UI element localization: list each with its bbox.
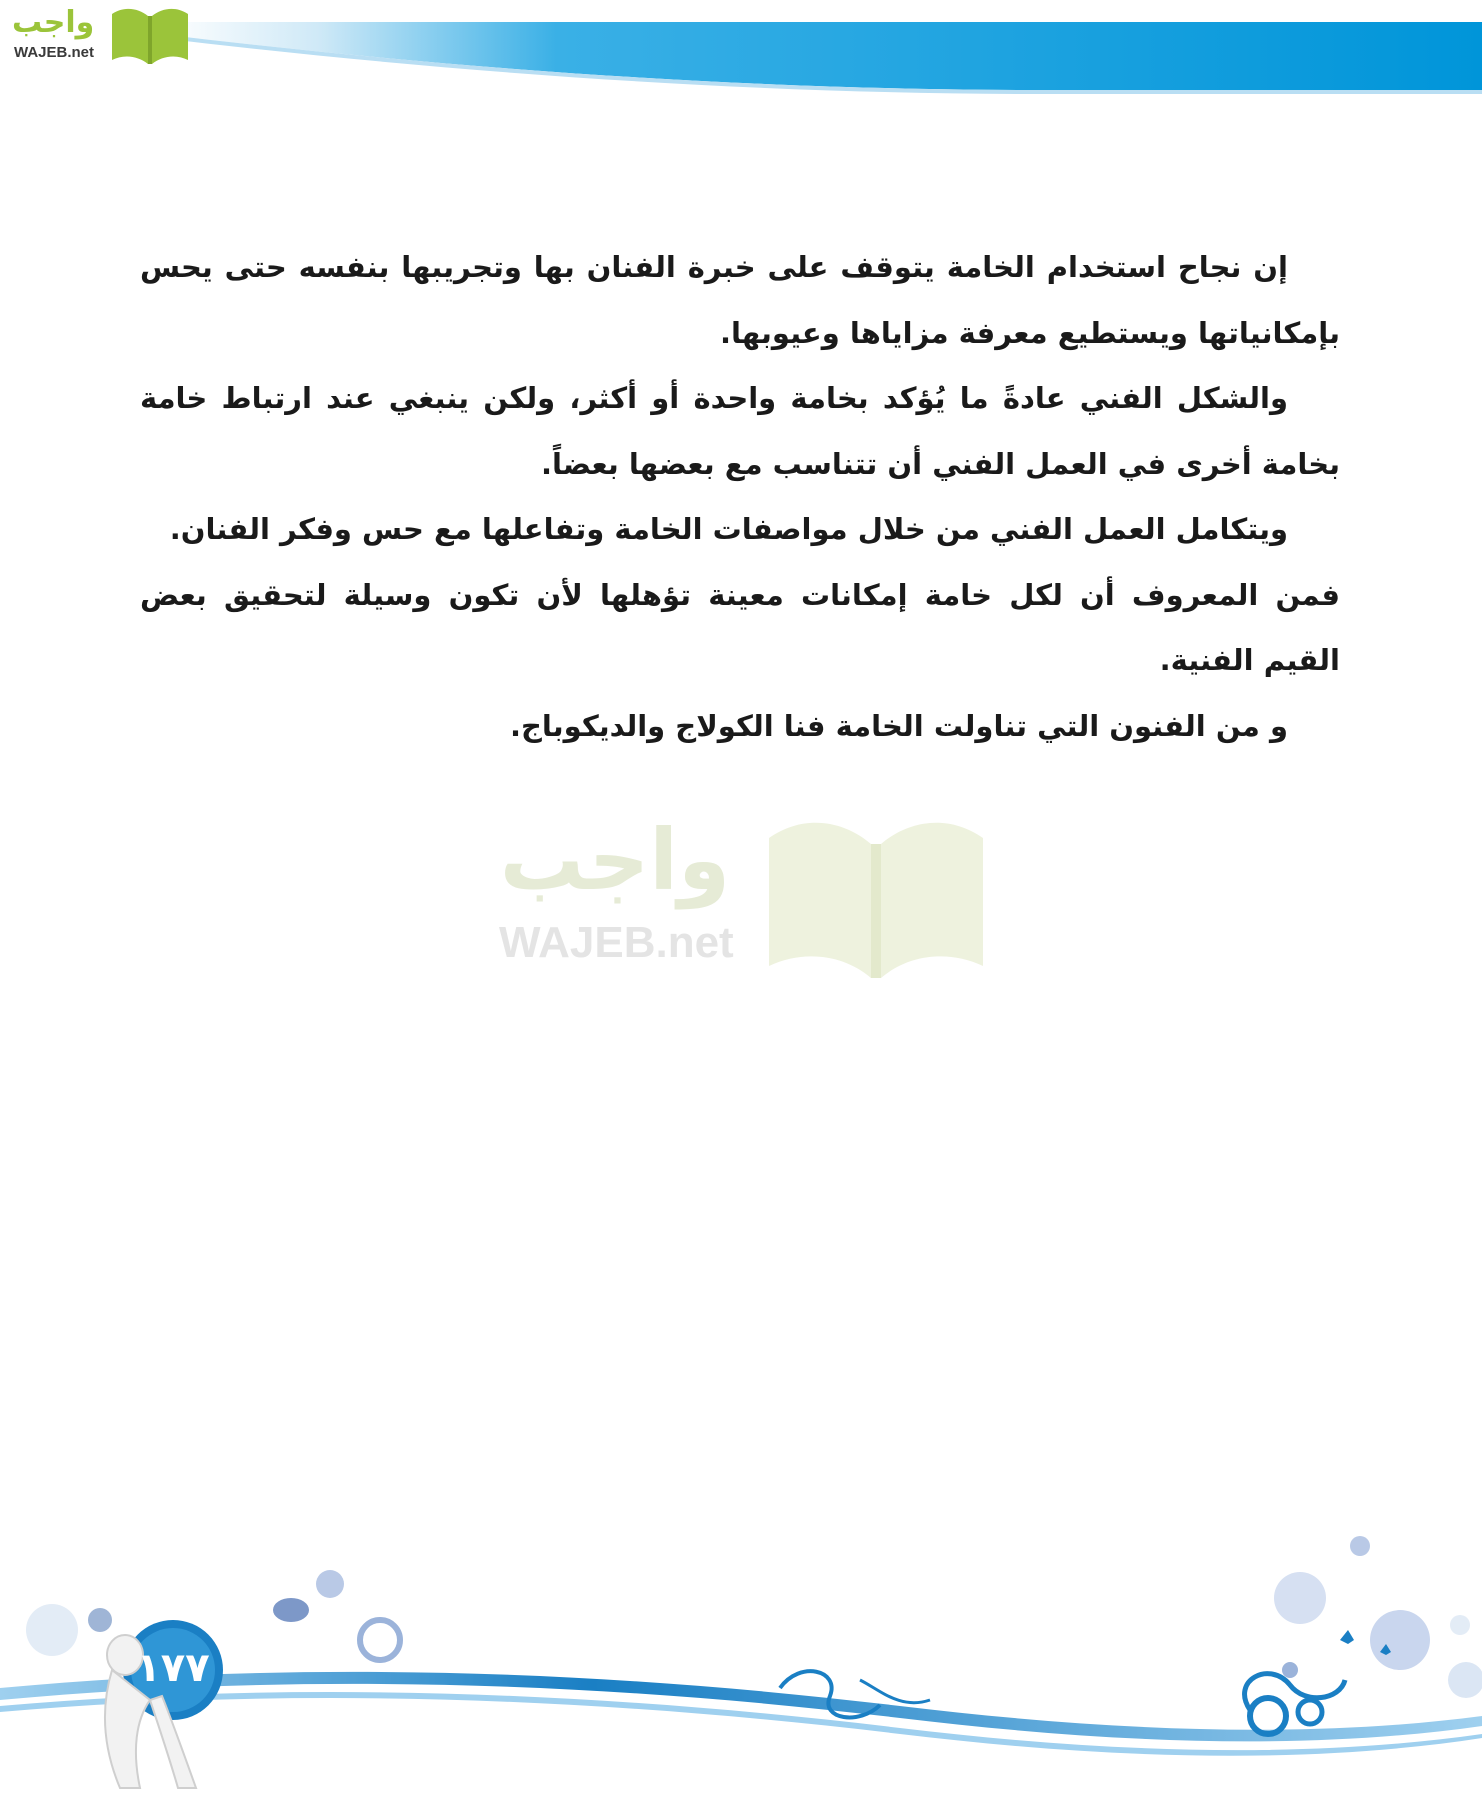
paragraph-4: فمن المعروف أن لكل خامة إمكانات معينة تؤهلها لأن تكون وسيلة لتحقيق بعض القيم الفنية. xyxy=(140,577,1340,677)
watermark-arabic-text: واجب xyxy=(499,811,731,909)
lesson-text xyxy=(140,235,1340,759)
watermark-logo xyxy=(495,810,995,990)
book-icon xyxy=(108,4,192,66)
page-number: ١٧٧ xyxy=(136,1645,210,1691)
watermark-latin-text: WAJEB.net xyxy=(499,918,734,967)
paragraph-3: ويتكامل العمل الفني من خلال مواصفات الخامة وتفاعلها مع حس وفكر الفنان. xyxy=(169,512,1288,546)
logo-arabic-text: واجب xyxy=(12,5,95,40)
watermark-book-icon xyxy=(763,810,989,982)
logo-latin-text: WAJEB.net xyxy=(14,44,95,61)
footer-decoration xyxy=(0,1520,1482,1800)
header-band xyxy=(0,0,1482,100)
paragraph-1: إن نجاح استخدام الخامة يتوقف على خبرة الفنان بها وتجريبها بنفسه حتى يحس بإمكانياتها ويستطيع معرفة مزاياها وعيوبها. xyxy=(140,250,1340,350)
paragraph-5: و من الفنون التي تناولت الخامة فنا الكولاج والديكوباج. xyxy=(509,708,1288,743)
paragraph-2: والشكل الفني عادةً ما يُؤكد بخامة واحدة أو أكثر، ولكن ينبغي عند ارتباط خامة بخامة أخرى في العمل الفني أن تتناسب مع بعضها بعضاً. xyxy=(140,381,1340,481)
wajeb-logo[interactable] xyxy=(8,4,188,68)
